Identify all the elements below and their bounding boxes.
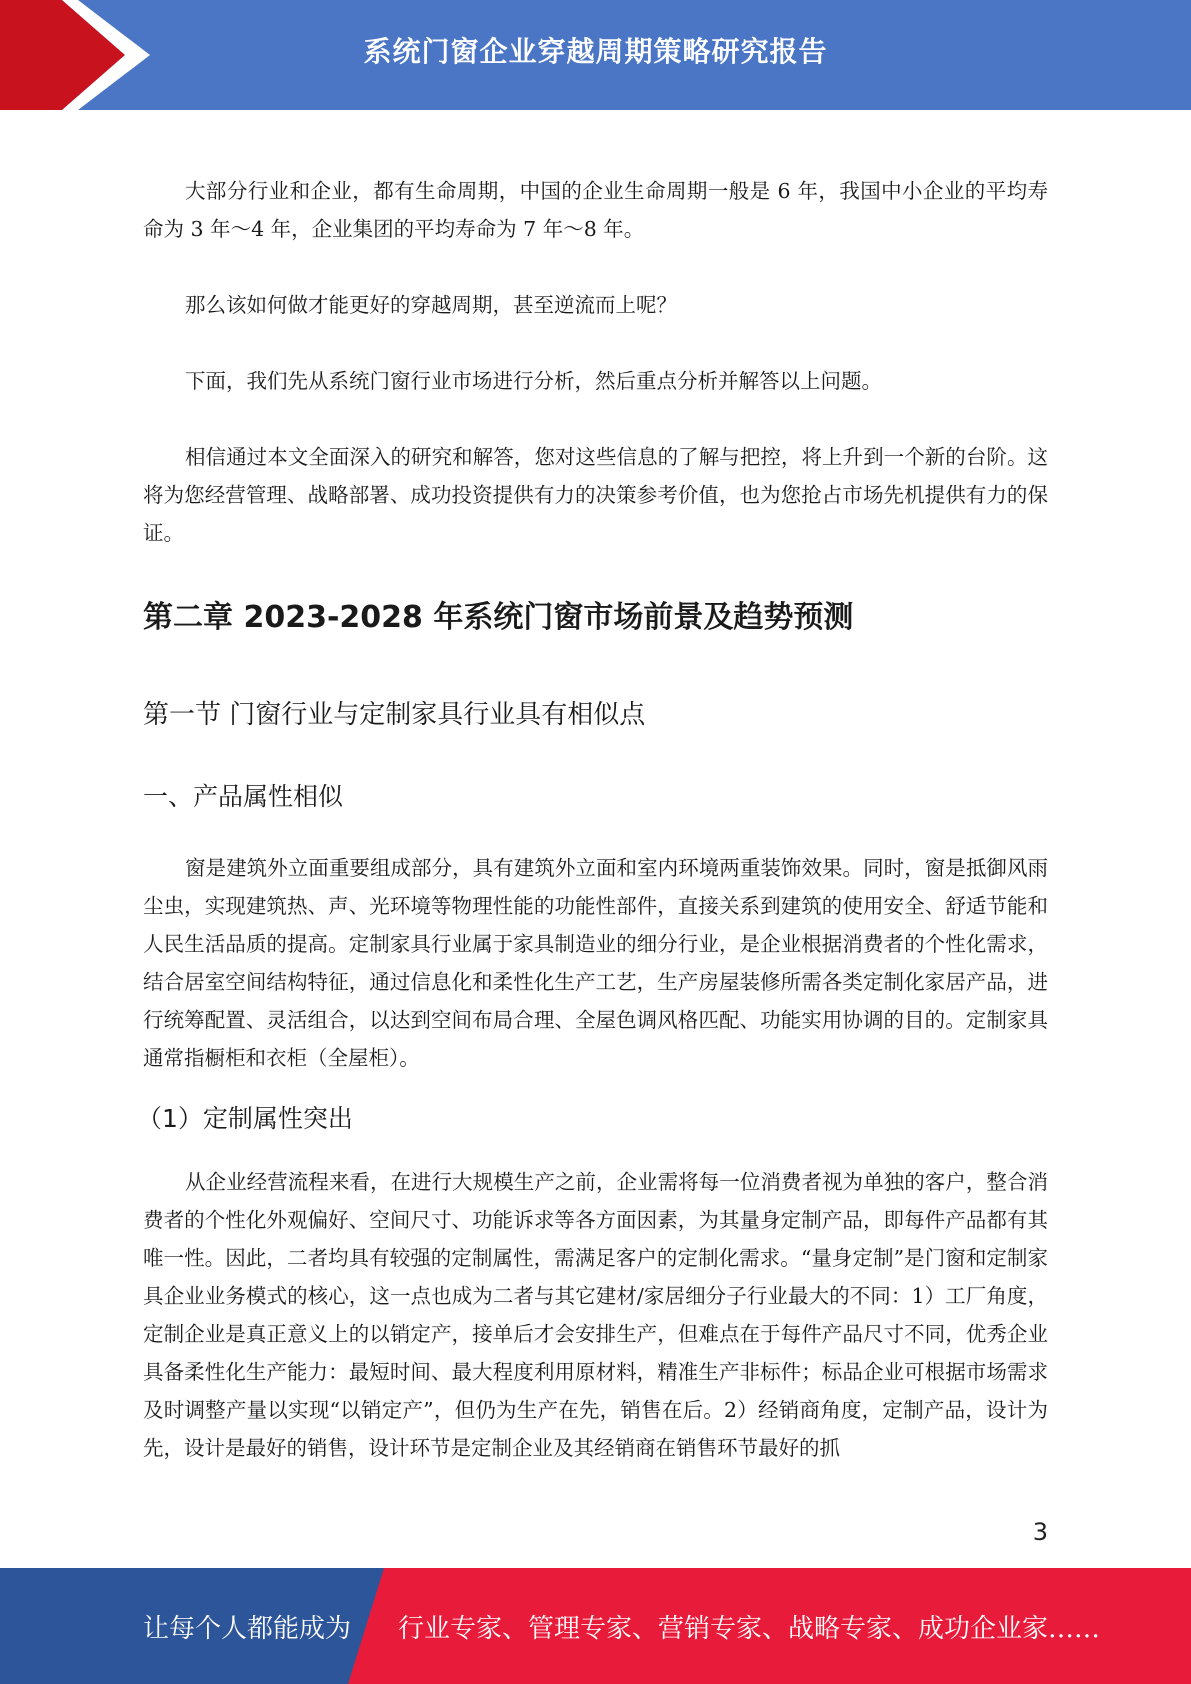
footer-slogan-right: 行业专家、管理专家、营销专家、战略专家、成功企业家…… [398,1613,1101,1644]
subsection-heading: 一、产品属性相似 [143,782,344,811]
paragraph: 那么该如何做才能更好的穿越周期，甚至逆流而上呢？ [185,293,677,317]
paragraph: 下面，我们先从系统门窗行业市场进行分析，然后重点分析并解答以上问题。 [185,369,882,393]
page-footer [0,1568,1191,1684]
footer-slogan-left: 让每个人都能成为 [143,1613,352,1644]
point-heading: （1）定制属性突出 [137,1104,353,1133]
paragraph: 从企业经营流程来看，在进行大规模生产之前，企业需将每一位消费者视为单独的客户，整合消费者的个性化外观偏好、空间尺寸、功能诉求等各方面因素，为其量身定制产品，即每件产品都有其唯一性。因此，二者均具有较强的定制属性，需满足客户的定制化需求。“量身定制”是门窗和定制家具企业业务模式的核心，这一点也成为二者与其它建材/家居细分子行业最大的不同：1）工厂角度，定制企业是真正意义上的以销定产，接单后才会安排生产，但难点在于每件产品尺寸不同，优秀企业具备柔性化生产能力：最短时间、最大程度利用原材料，精准生产非标件；标品企业可根据市场需求及时调整产量以实现“以销定产”，但仍为生产在先，销售在后。2）经销商角度，定制产品，设计为先，设计是最好的销售，设计环节是定制企业及其经销商在销售环节最好的抓 [143,1170,1048,1460]
paragraph: 大部分行业和企业，都有生命周期，中国的企业生命周期一般是 6 年，我国中小企业的平均寿命为 3 年～4 年，企业集团的平均寿命为 7 年～8 年。 [143,179,1048,241]
paragraph: 窗是建筑外立面重要组成部分，具有建筑外立面和室内环境两重装饰效果。同时，窗是抵御风雨尘虫，实现建筑热、声、光环境等物理性能的功能性部件，直接关系到建筑的使用安全、舒适节能和人民生活品质的提高。定制家具行业属于家具制造业的细分行业，是企业根据消费者的个性化需求，结合居室空间结构特征，通过信息化和柔性化生产工艺，生产房屋装修所需各类定制化家居产品，进行统筹配置、灵活组合，以达到空间布局合理、全屋色调风格匹配、功能实用协调的目的。定制家具通常指橱柜和衣柜（全屋柜）。 [143,856,1048,1070]
page-header [0,0,1191,110]
chapter-heading: 第二章 2023-2028 年系统门窗市场前景及趋势预测 [143,600,854,635]
section-heading: 第一节 门窗行业与定制家具行业具有相似点 [143,700,646,730]
page-number: 3 [1032,1518,1048,1546]
report-title: 系统门窗企业穿越周期策略研究报告 [363,35,828,68]
document-body [137,172,1048,1467]
paragraph: 相信通过本文全面深入的研究和解答，您对这些信息的了解与把控，将上升到一个新的台阶。这将为您经营管理、战略部署、成功投资提供有力的决策参考价值，也为您抢占市场先机提供有力的保证。 [143,445,1048,545]
